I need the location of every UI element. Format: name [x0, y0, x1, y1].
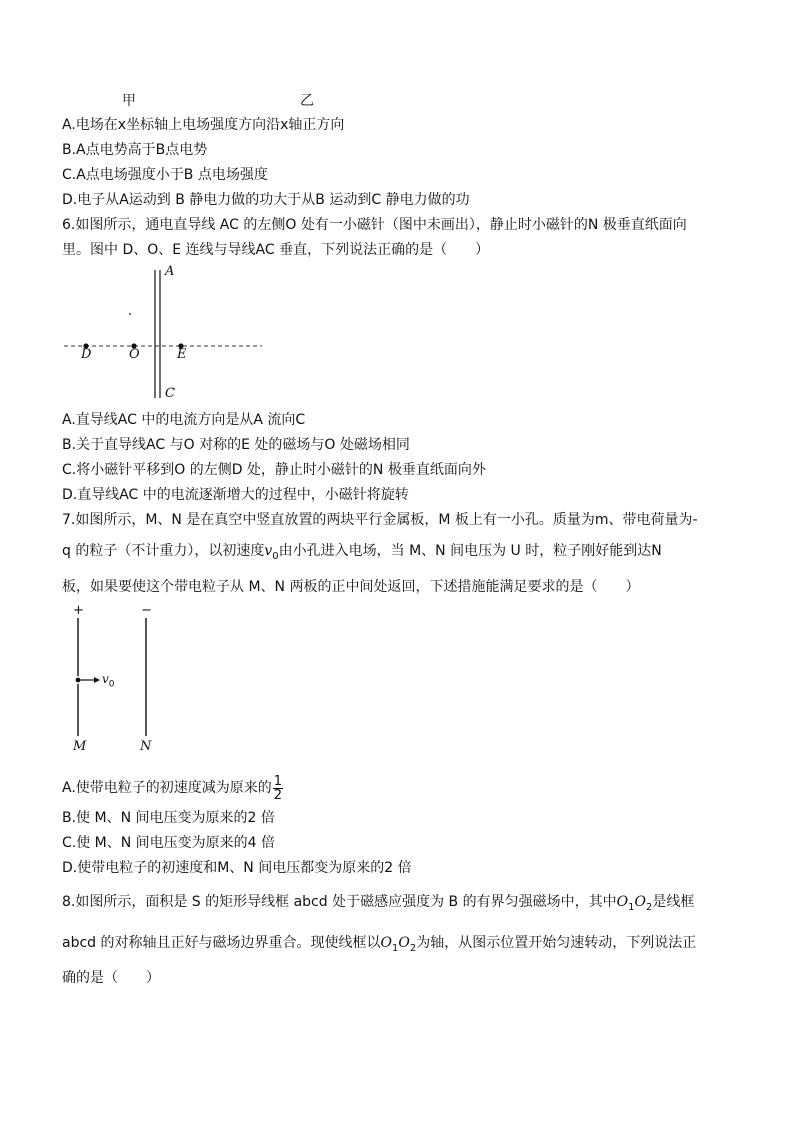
fraction-half: $\frac{1}{2}$: [273, 773, 283, 803]
q6-option-c: C.将小磁针平移到O 的左侧D 处，静止时小磁针的N 极垂直纸面向外: [62, 462, 486, 478]
q7-option-b: B.使 M、N 间电压变为原来的2 倍: [62, 810, 275, 826]
velocity-arrowhead: [94, 677, 100, 683]
q6-option-a: A.直导线AC 中的电流方向是从A 流向C: [62, 412, 306, 428]
v0-label: $v_0$: [102, 672, 115, 690]
label-d: D: [81, 347, 92, 362]
figure-label-yi: 乙: [300, 93, 314, 109]
particle: [76, 678, 81, 683]
q7-stem-line3: 板，如果要使这个带电粒子从 M、N 两板的正中间处返回，下述措施能满足要求的是（ ）: [62, 579, 640, 595]
label-c: C: [165, 386, 175, 401]
label-m: M: [73, 739, 87, 754]
q7-option-d: D.使带电粒子的初速度和M、N 间电压都变为原来的2 倍: [62, 860, 412, 876]
q7-stem-line2: q 的粒子（不计重力），以初速度$v_0$由小孔进入电场，当 M、N 间电压为 U 时，粒子刚好能到达N: [62, 543, 662, 562]
minus-sign: −: [141, 603, 152, 618]
q7-option-a: A.使带电粒子的初速度减为原来的 $\frac{1}{2}$: [62, 773, 283, 803]
label-e: E: [177, 347, 187, 362]
q5-option-a: A.电场在x坐标轴上电场强度方向沿x轴正方向: [62, 117, 345, 133]
q7-stem-line1: 7.如图所示，M、N 是在真空中竖直放置的两块平行金属板，M 板上有一小孔。质量为m、带电荷量为-: [62, 512, 698, 528]
q6-option-b: B.关于直导线AC 与O 对称的E 处的磁场与O 处磁场相同: [62, 437, 410, 453]
label-a: A: [165, 264, 175, 279]
q6-stem-line2: 里。图中 D、O、E 连线与导线AC 垂直，下列说法正确的是（ ）: [62, 242, 490, 258]
q5-option-d: D.电子从A运动到 B 静电力做的功大于从B 运动到C 静电力做的功: [62, 192, 470, 208]
q8-stem-line3: 确的是（ ）: [62, 970, 160, 986]
label-n: N: [140, 739, 152, 754]
q7-plates-figure: [60, 604, 170, 760]
q5-option-c: C.A点电场强度小于B 点电场强度: [62, 167, 268, 183]
q8-stem-line1: 8.如图所示，面积是 S 的矩形导线框 abcd 处于磁感应强度为 B 的有界匀强磁场中，其中$O_1O_2$是线框: [62, 894, 695, 913]
small-dot: [129, 313, 131, 315]
q6-stem-line1: 6.如图所示，通电直导线 AC 的左侧O 处有一小磁针（图中未画出），静止时小磁针的N 极垂直纸面向: [62, 217, 687, 233]
q8-stem-line2: abcd 的对称轴且正好与磁场边界重合。现使线框以$O_1O_2$为轴，从图示位置开始匀速转动，下列说法正: [62, 935, 697, 954]
figure-label-jia: 甲: [122, 93, 136, 109]
label-o: O: [129, 347, 140, 362]
plus-sign: +: [73, 603, 84, 618]
q5-option-b: B.A点电势高于B点电势: [62, 142, 208, 158]
q7-option-c: C.使 M、N 间电压变为原来的4 倍: [62, 835, 276, 851]
q6-wire-figure: [60, 262, 270, 402]
q6-option-d: D.直导线AC 中的电流逐渐增大的过程中，小磁针将旋转: [62, 487, 409, 503]
